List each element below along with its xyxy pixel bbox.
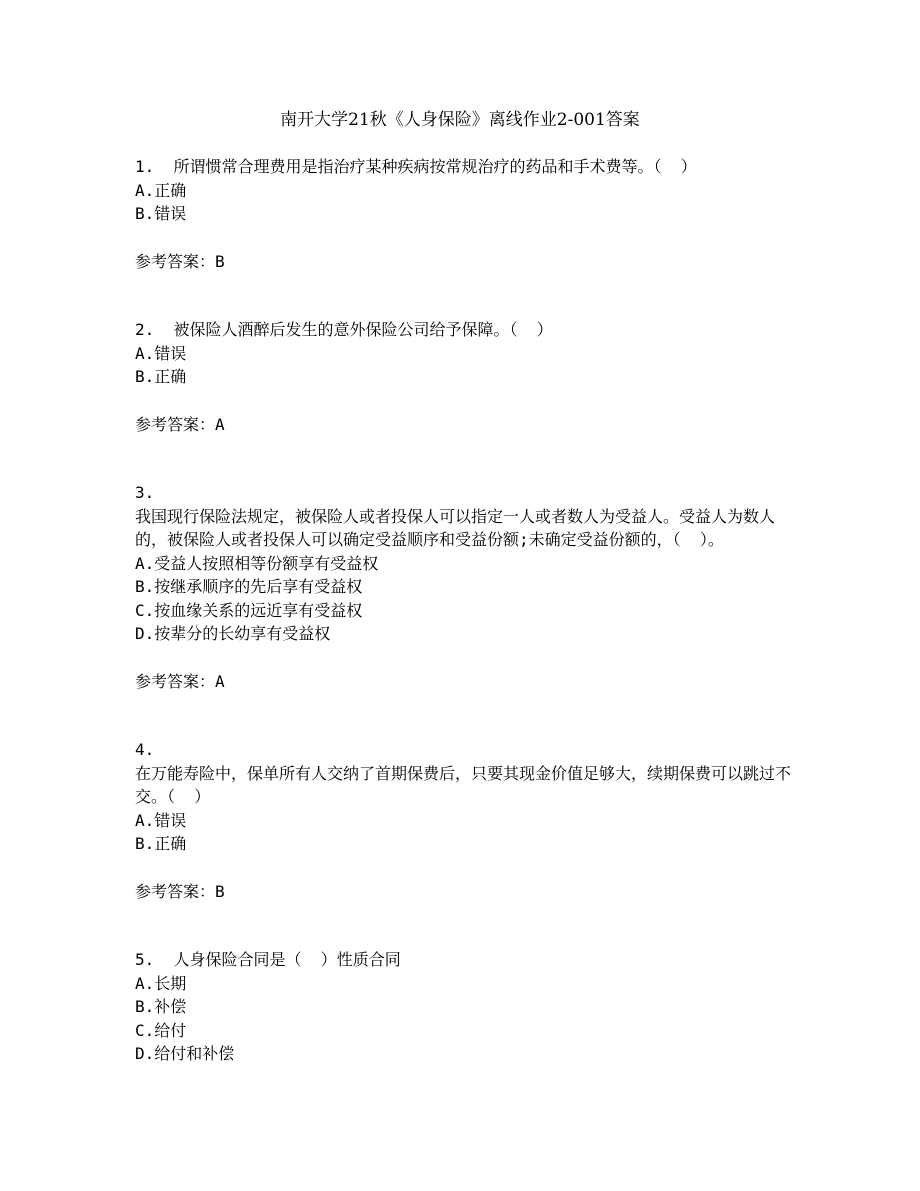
option-a: A.错误 bbox=[135, 810, 187, 830]
question-stem: 被保险人酒醉后发生的意外保险公司给予保障。（ ） bbox=[173, 320, 553, 339]
option-b: B.正确 bbox=[135, 367, 187, 386]
question-2-header bbox=[135, 318, 795, 342]
question-5 bbox=[135, 948, 795, 1066]
spacer bbox=[135, 693, 795, 738]
option-b: B.按继承顺序的先后享有受益权 bbox=[135, 577, 363, 596]
option-d: D.按辈分的长幼享有受益权 bbox=[135, 624, 331, 643]
question-5-header bbox=[135, 948, 795, 972]
question-number: 1. bbox=[135, 157, 155, 176]
answer-label: 参考答案： bbox=[135, 881, 216, 901]
question-4 bbox=[135, 738, 795, 903]
answer-label: 参考答案： bbox=[135, 251, 216, 271]
answer-value: B bbox=[215, 881, 225, 901]
question-stem: 在万能寿险中，保单所有人交纳了首期保费后，只要其现金价值足够大，续期保费可以跳过不交。（ ） bbox=[135, 763, 792, 806]
answer-value: A bbox=[215, 671, 225, 691]
answer-value: A bbox=[215, 414, 225, 434]
question-number: 2. bbox=[135, 320, 155, 339]
option-a: A.正确 bbox=[135, 180, 187, 200]
question-number: 5. bbox=[135, 950, 155, 969]
question-stem: 人身保险合同是（ ）性质合同 bbox=[173, 950, 401, 969]
question-number: 4. bbox=[135, 740, 155, 759]
question-2 bbox=[135, 318, 795, 436]
question-list bbox=[135, 155, 795, 1066]
option-b: B.错误 bbox=[135, 204, 187, 223]
question-3 bbox=[135, 481, 795, 693]
answer-line bbox=[135, 880, 795, 904]
answer-line bbox=[135, 413, 795, 437]
option-a: A.受益人按照相等份额享有受益权 bbox=[135, 553, 379, 573]
question-stem: 所谓惯常合理费用是指治疗某种疾病按常规治疗的药品和手术费等。（ ） bbox=[173, 157, 697, 176]
option-a: A.长期 bbox=[135, 973, 187, 993]
spacer bbox=[135, 273, 795, 318]
option-a: A.错误 bbox=[135, 343, 187, 363]
answer-label: 参考答案： bbox=[135, 671, 216, 691]
option-b: B.补偿 bbox=[135, 997, 187, 1016]
document-title: 南开大学21秋《人身保险》离线作业2-001答案 bbox=[280, 110, 640, 130]
spacer bbox=[135, 436, 795, 481]
question-number: 3. bbox=[135, 483, 155, 502]
question-1 bbox=[135, 155, 795, 273]
question-stem: 我国现行保险法规定，被保险人或者投保人可以指定一人或者数人为受益人。受益人为数人的，被保险人或者投保人可以确定受益顺序和受益份额;未确定受益份额的，（ ）。 bbox=[135, 506, 776, 549]
option-b: B.正确 bbox=[135, 834, 187, 853]
answer-value: B bbox=[215, 251, 225, 271]
answer-line bbox=[135, 250, 795, 274]
option-c: C.按血缘关系的远近享有受益权 bbox=[135, 600, 363, 620]
option-c: C.给付 bbox=[135, 1020, 187, 1040]
option-d: D.给付和补偿 bbox=[135, 1044, 235, 1063]
question-1-header bbox=[135, 155, 795, 179]
answer-line bbox=[135, 670, 795, 694]
answer-label: 参考答案： bbox=[135, 414, 216, 434]
spacer bbox=[135, 903, 795, 948]
